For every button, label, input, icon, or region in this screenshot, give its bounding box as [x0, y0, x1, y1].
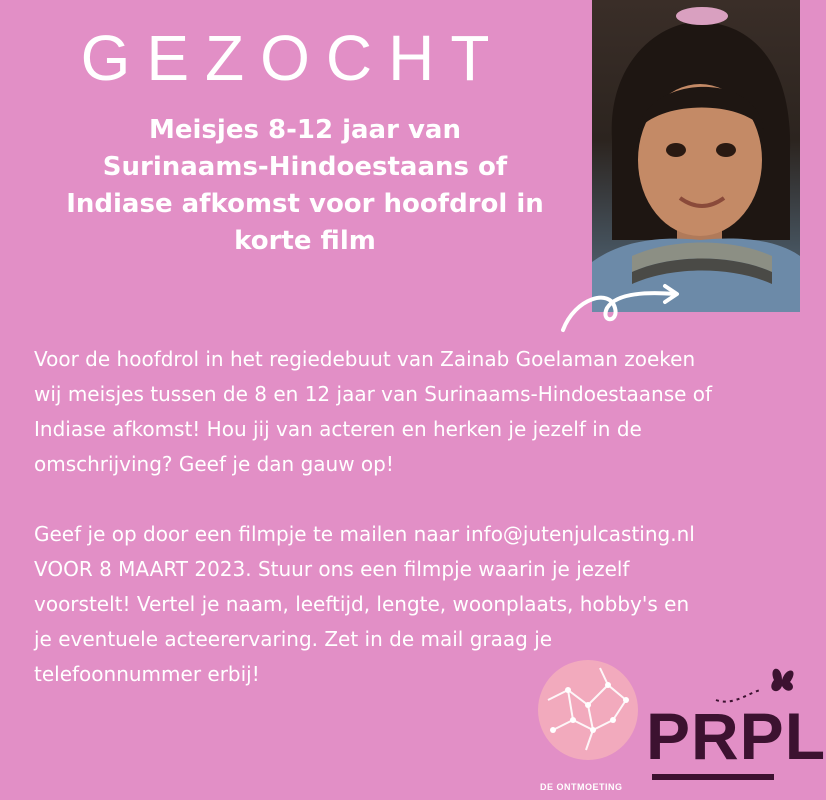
prpl-logo: PRPL — [646, 699, 826, 773]
subhead-line: Indiase afkomst voor hoofdrol in — [66, 189, 544, 219]
curved-arrow-icon — [555, 278, 685, 338]
paragraph-instructions — [34, 517, 774, 692]
de-ontmoeting-logo — [538, 660, 638, 760]
text-line: voorstelt! Vertel je naam, leeftijd, lengte, woonplaats, hobby's en — [34, 592, 690, 616]
headline: GEZOCHT — [80, 22, 506, 94]
prpl-underline — [652, 774, 774, 780]
body-text — [34, 342, 774, 727]
child-portrait-image — [592, 0, 800, 312]
text-line: Voor de hoofdrol in het regiedebuut van Zainab Goelaman zoeken — [34, 347, 696, 371]
paragraph-intro — [34, 342, 774, 482]
child-photo — [592, 0, 800, 312]
text-line: je eventuele acteerervaring. Zet in de mail graag je — [34, 627, 553, 651]
subheadline — [30, 112, 580, 260]
text-line: VOOR 8 MAART 2023. Stuur ons een filmpje waarin je jezelf — [34, 557, 630, 581]
text-line: telefoonnummer erbij! — [34, 662, 260, 686]
text-line: omschrijving? Geef je dan gauw op! — [34, 452, 394, 476]
subhead-line: korte film — [234, 226, 376, 256]
subhead-line: Meisjes 8-12 jaar van — [149, 115, 461, 145]
de-ontmoeting-caption: DE ONTMOETING — [540, 782, 623, 792]
subhead-line: Surinaams-Hindoestaans of — [102, 152, 508, 182]
text-line: Geef je op door een filmpje te mailen naar info@jutenjulcasting.nl — [34, 522, 695, 546]
text-line: Indiase afkomst! Hou jij van acteren en herken je jezelf in de — [34, 417, 642, 441]
network-pattern-icon — [538, 660, 638, 760]
text-line: wij meisjes tussen de 8 en 12 jaar van Surinaams-Hindoestaanse of — [34, 382, 713, 406]
